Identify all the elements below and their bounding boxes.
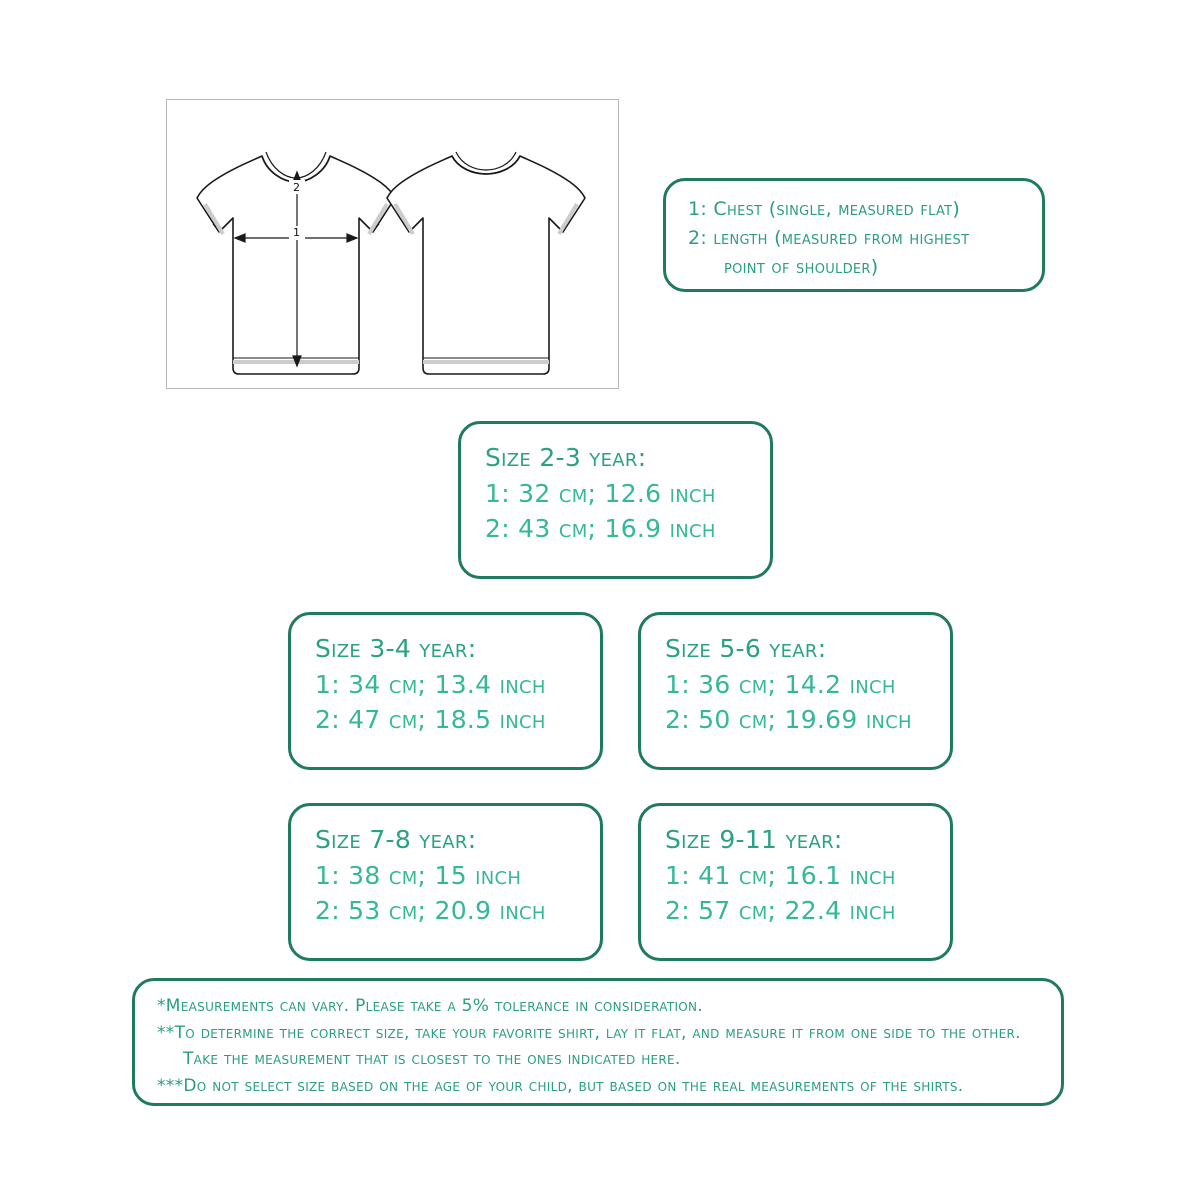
size-card-chest: 1: 34 cm; 13.4 inch	[315, 670, 546, 699]
legend-line-chest: 1: Chest (single, measured flat)	[688, 198, 961, 220]
legend-line-length: 2: length (measured from highest	[688, 227, 970, 249]
size-card-length: 2: 53 cm; 20.9 inch	[315, 896, 546, 925]
legend-line-length-cont: point of shoulder)	[724, 256, 879, 278]
size-card-chest: 1: 41 cm; 16.1 inch	[665, 861, 896, 890]
note-how-to-measure-cont: Take the measurement that is closest to the ones indicated here.	[183, 1049, 681, 1069]
shirt-diagram-panel	[166, 99, 619, 389]
note-age-warning: ***Do not select size based on the age of your child, but based on the real measurements of the shirts.	[157, 1075, 964, 1096]
size-card-3-4-year	[288, 612, 603, 770]
size-card-chest: 1: 32 cm; 12.6 inch	[485, 479, 716, 508]
note-tolerance: *Measurements can vary. Please take a 5% tolerance in consideration.	[157, 996, 704, 1016]
size-card-title: Size 7-8 year:	[315, 825, 477, 854]
size-card-length: 2: 50 cm; 19.69 inch	[665, 705, 912, 734]
size-card-9-11-year	[638, 803, 953, 961]
size-card-7-8-year	[288, 803, 603, 961]
size-card-title: Size 3-4 year:	[315, 634, 477, 663]
size-card-2-3-year	[458, 421, 773, 579]
size-card-length: 2: 43 cm; 16.9 inch	[485, 514, 716, 543]
shirt-diagram-icon	[167, 100, 617, 387]
size-card-title: Size 9-11 year:	[665, 825, 843, 854]
size-card-chest: 1: 36 cm; 14.2 inch	[665, 670, 896, 699]
size-card-length: 2: 47 cm; 18.5 inch	[315, 705, 546, 734]
chest-arrow-label: 1	[293, 226, 300, 239]
size-card-title: Size 5-6 year:	[665, 634, 827, 663]
size-card-length: 2: 57 cm; 22.4 inch	[665, 896, 896, 925]
legend-box	[663, 178, 1045, 292]
size-card-5-6-year	[638, 612, 953, 770]
notes-box	[132, 978, 1064, 1106]
note-how-to-measure: **To determine the correct size, take your favorite shirt, lay it flat, and measure it from one side to the other.	[157, 1022, 1021, 1043]
size-card-title: Size 2-3 year:	[485, 443, 647, 472]
size-card-chest: 1: 38 cm; 15 inch	[315, 861, 522, 890]
length-arrow-label: 2	[293, 181, 300, 194]
